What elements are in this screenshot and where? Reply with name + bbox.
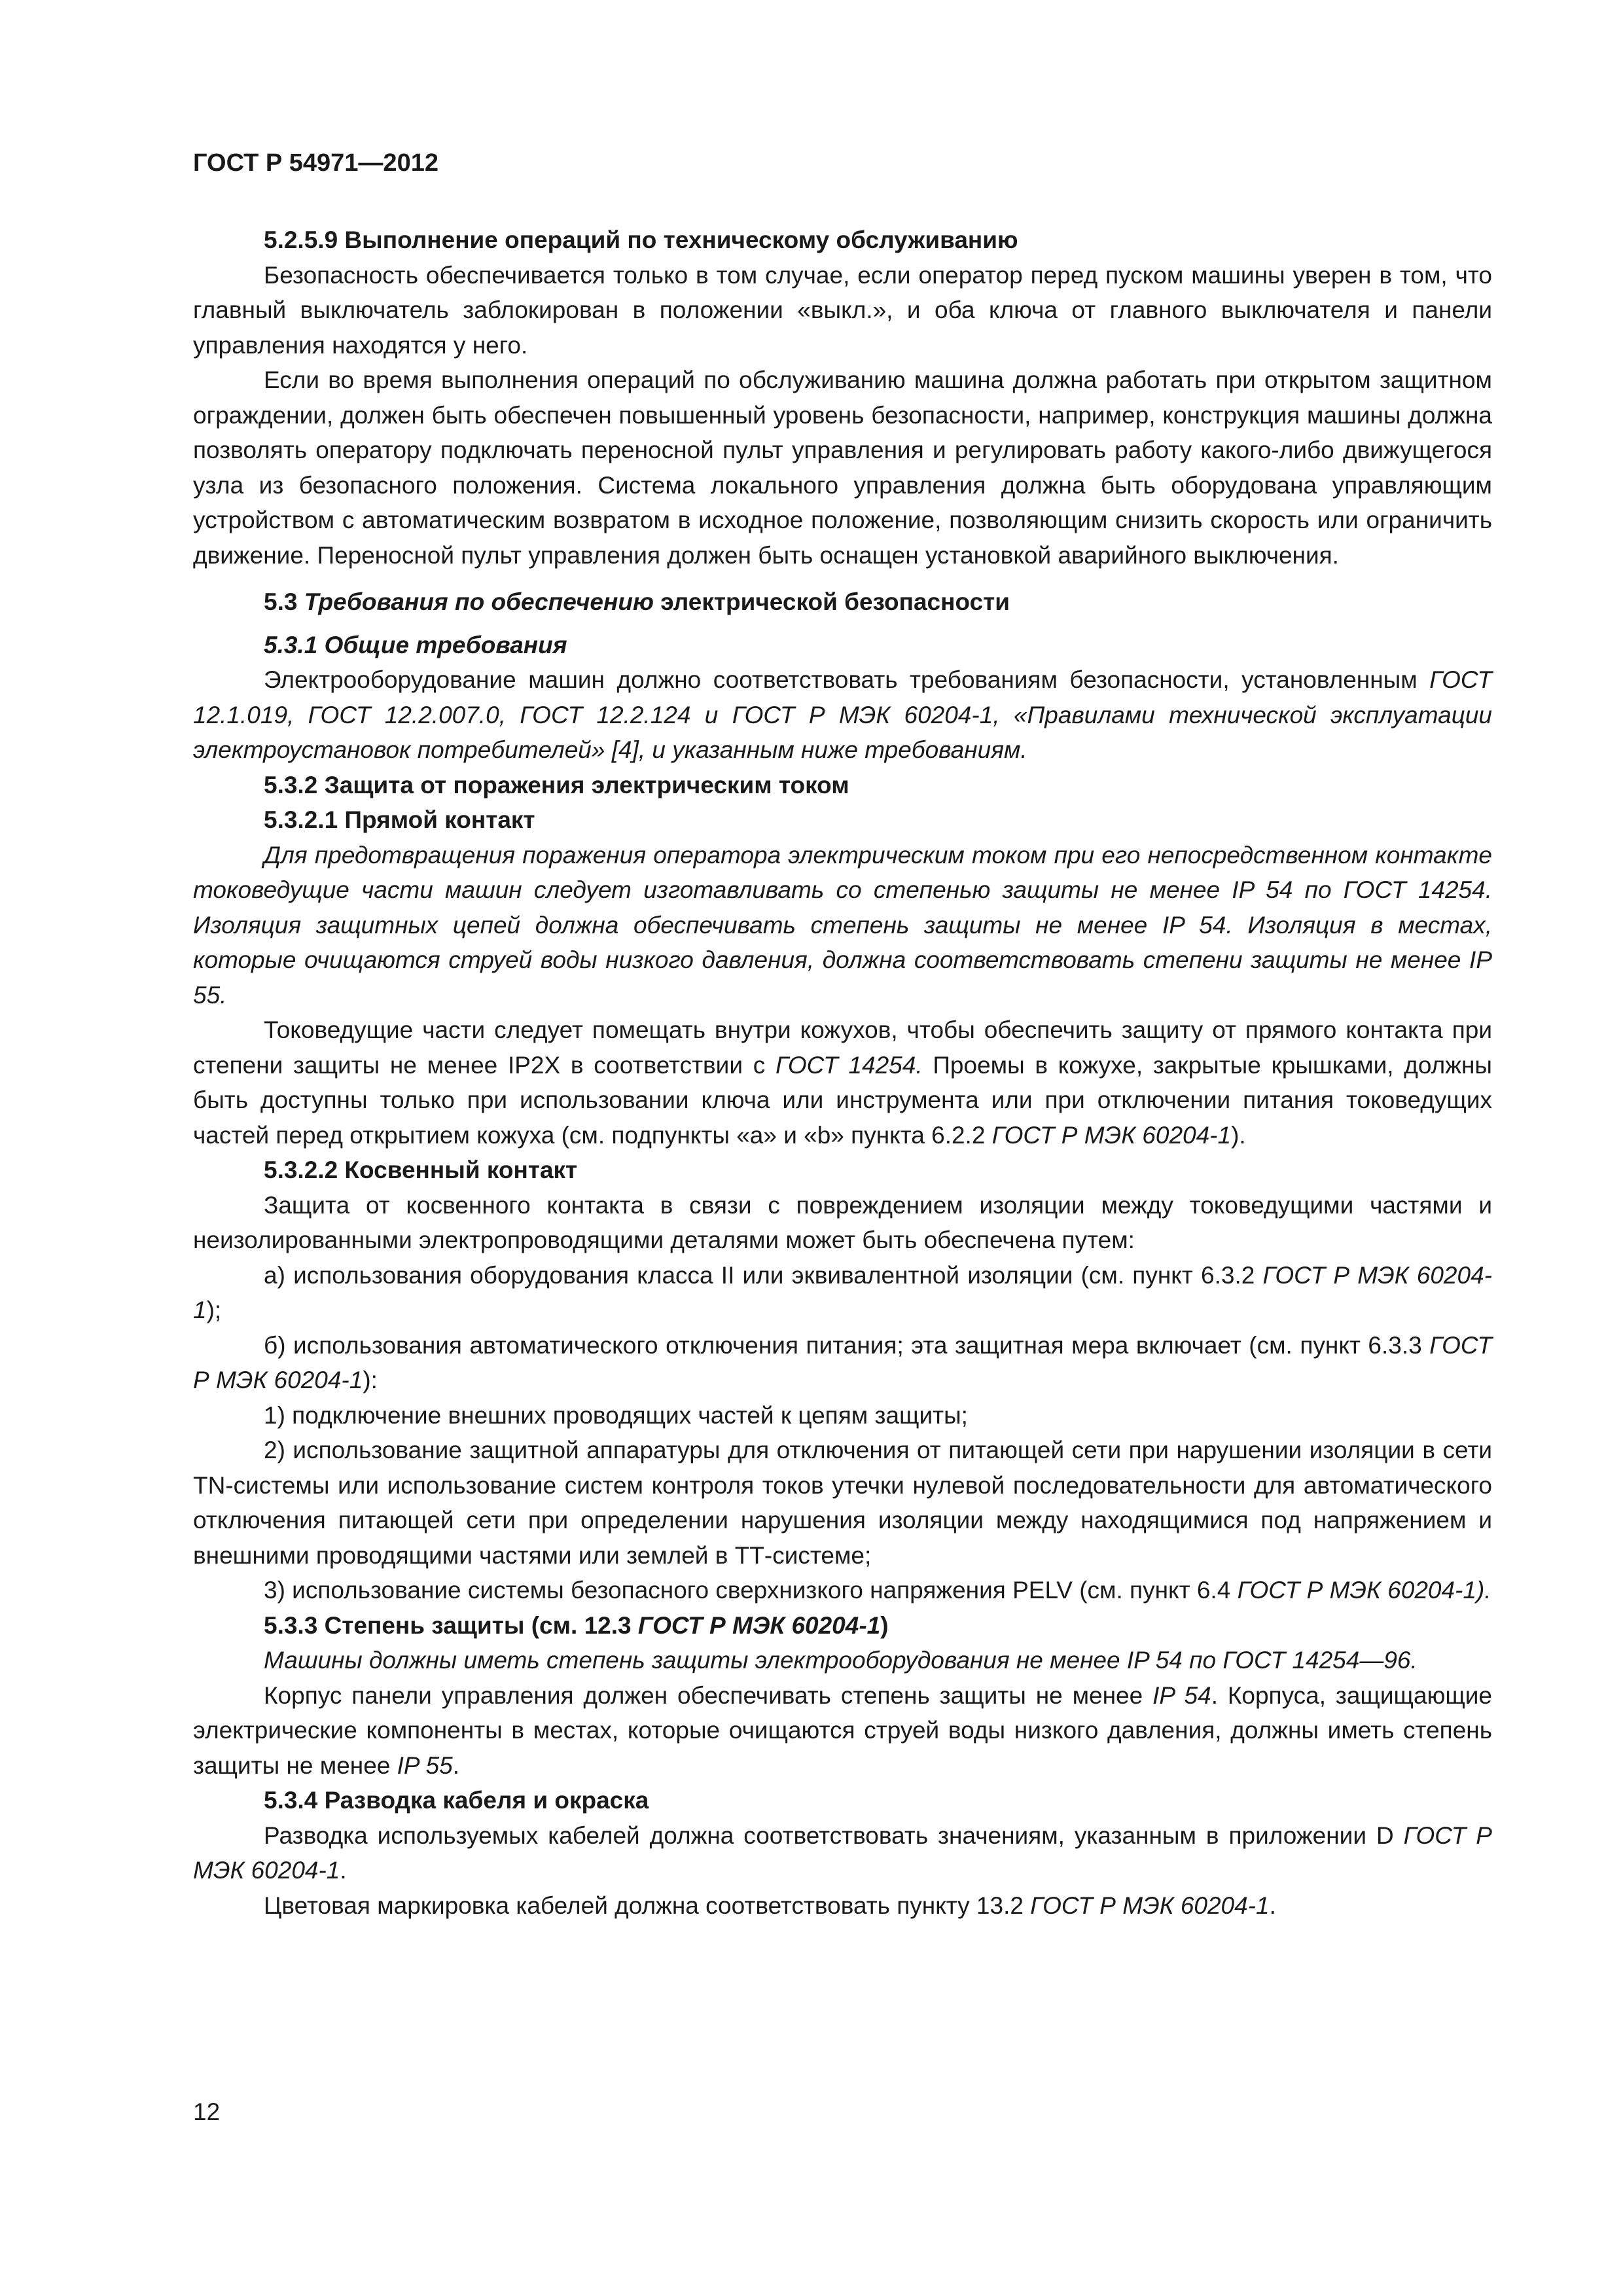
section-heading-5-3-3: 5.3.3 Степень защиты (см. 12.3 ГОСТ Р МЭК 60204-1)	[264, 1611, 889, 1639]
list-item: а) использования оборудования класса II или эквивалентной изоляции (см. пункт 6.3.2 ГОСТ Р МЭК 60204-1);	[193, 1261, 1492, 1323]
list-item: 1) подключение внешних проводящих частей к цепям защиты;	[264, 1401, 968, 1429]
paragraph: Цветовая маркировка кабелей должна соответствовать пункту 13.2 ГОСТ Р МЭК 60204-1.	[264, 1892, 1276, 1919]
section-heading-5-3-2: 5.3.2 Защита от поражения электрическим током	[264, 771, 849, 798]
section-heading-5-3: 5.3 Требования по обеспечению электрической безопасности	[264, 588, 1010, 615]
list-item: 2) использование защитной аппаратуры для отключения от питающей сети при нарушении изоляции в сети TN-системы или использование систем контроля токов утечки нулевой последовательности для автоматического отключения питающей сети при определении нарушения изоляции между находящимися под напряжением и внешними проводящими частями или землей в ТТ-системе;	[193, 1437, 1492, 1569]
page-number: 12	[193, 2098, 221, 2125]
section-heading-5-3-2-2: 5.3.2.2 Косвенный контакт	[264, 1157, 578, 1183]
document-body	[193, 223, 1492, 1923]
section-heading-5-3-1: 5.3.1 Общие требования	[264, 631, 567, 658]
paragraph: Электрооборудование машин должно соответствовать требованиям безопасности, установленным ГОСТ 12.1.019, ГОСТ 12.2.007.0, ГОСТ 12.2.124 и ГОСТ Р МЭК 60204-1, «Правилами технической эксплуатации электроустановок потребителей» [4], и указанным ниже требованиям.	[193, 666, 1492, 763]
section-heading-5-2-5-9: 5.2.5.9 Выполнение операций по техническому обслуживанию	[264, 226, 1018, 253]
list-item: б) использования автоматического отключения питания; эта защитная мера включает (см. пункт 6.3.3 ГОСТ Р МЭК 60204-1):	[193, 1331, 1492, 1393]
paragraph: Защита от косвенного контакта в связи с повреждением изоляции между токоведущими частями и неизолированными электропроводящими деталями может быть обеспечена путем:	[193, 1191, 1492, 1253]
paragraph: Машины должны иметь степень защиты электрооборудования не менее IP 54 по ГОСТ 14254—96.	[264, 1647, 1418, 1674]
document-header: ГОСТ Р 54971—2012	[193, 149, 438, 177]
paragraph: Токоведущие части следует помещать внутри кожухов, чтобы обеспечить защиту от прямого контакта при степени защиты не менее IP2X в соответствии с ГОСТ 14254. Проемы в кожухе, закрытые крышками, должны быть доступны только при использовании ключа или инструмента или при отключении питания токоведущих частей перед открытием кожуха (см. подпункты «а» и «b» пункта 6.2.2 ГОСТ Р МЭК 60204-1).	[193, 1016, 1493, 1149]
paragraph: Корпус панели управления должен обеспечивать степень защиты не менее IP 54. Корпуса, защищающие электрические компоненты в местах, которые очищаются струей воды низкого давления, должны иметь степень защиты не менее IP 55.	[193, 1681, 1493, 1779]
paragraph: Безопасность обеспечивается только в том случае, если оператор перед пуском машины уверен в том, что главный выключатель заблокирован в положении «выкл.», и оба ключа от главного выключателя и панели управления находятся у него.	[193, 261, 1492, 359]
section-heading-5-3-4: 5.3.4 Разводка кабеля и окраска	[264, 1787, 649, 1814]
paragraph: Если во время выполнения операций по обслуживанию машина должна работать при открытом защитном ограждении, должен быть обеспечен повышенный уровень безопасности, например, конструкция машины должна позволять оператору подключать переносной пульт управления и регулировать работу какого-либо движущегося узла из безопасного положения. Система локального управления должна быть оборудована управляющим устройством с автоматическим возвратом в исходное положение, позволяющим снизить скорость или ограничить движение. Переносной пульт управления должен быть оснащен установкой аварийного выключения.	[193, 367, 1492, 569]
paragraph: Разводка используемых кабелей должна соответствовать значениям, указанным в приложении D ГОСТ Р МЭК 60204-1.	[193, 1821, 1492, 1884]
paragraph: Для предотвращения поражения оператора электрическим током при его непосредственном контакте токоведущие части машин следует изготавливать со степенью защиты не менее IP 54 по ГОСТ 14254. Изоляция защитных цепей должна обеспечивать степень защиты не менее IP 54. Изоляция в местах, которые очищаются струей воды низкого давления, должна соответствовать степени защиты не менее IP 55.	[193, 841, 1492, 1009]
list-item: 3) использование системы безопасного сверхнизкого напряжения PELV (см. пункт 6.4 ГОСТ Р МЭК 60204-1).	[264, 1577, 1491, 1604]
section-heading-5-3-2-1: 5.3.2.1 Прямой контакт	[264, 806, 535, 833]
